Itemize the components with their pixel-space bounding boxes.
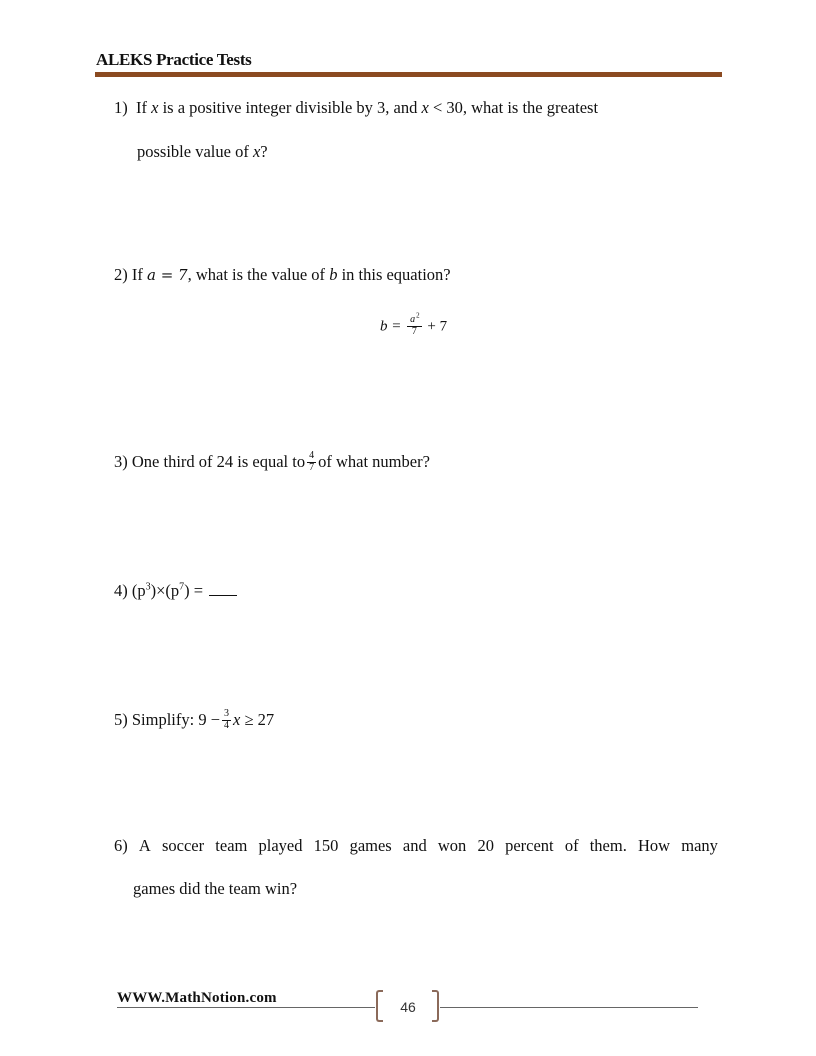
page-number-bracket-right: [432, 990, 439, 1022]
question-5-text: Simplify: 9 −: [131, 709, 221, 729]
question-4-text: )×(p: [150, 581, 180, 600]
question-2-text: If: [131, 265, 143, 284]
fraction-denominator: 7: [309, 461, 315, 473]
question-6-word: soccer: [161, 836, 205, 855]
question-1-line-1: [114, 100, 598, 117]
question-6-word: 20: [477, 836, 494, 855]
question-2-equation: [380, 311, 448, 338]
equation-lhs: b =: [380, 318, 402, 335]
question-4-number: 4): [114, 581, 128, 600]
question-6-word: games: [349, 836, 392, 855]
question-1-line-2: [137, 144, 268, 161]
header-divider: [95, 72, 722, 77]
question-6-word: of: [564, 836, 579, 855]
question-1-text: possible value of: [137, 142, 249, 161]
question-1-text: is a positive integer divisible by 3, and: [162, 98, 418, 117]
question-5-prompt: [114, 710, 274, 732]
question-2-text: , what is the value of: [187, 265, 326, 284]
question-5-number: 5): [114, 709, 128, 729]
fraction-numerator: 4: [309, 450, 315, 461]
math-variable: x: [421, 98, 429, 117]
question-6-line-2: games did the team win?: [133, 879, 298, 898]
question-6-word: played: [258, 836, 303, 855]
question-6-justified-line: [114, 838, 718, 855]
exponent: 3: [145, 581, 151, 593]
question-2-number: 2): [114, 265, 128, 284]
exponent: 2: [416, 311, 420, 320]
question-1-text: ?: [260, 142, 268, 161]
question-3-fraction: [308, 451, 315, 473]
page-number: 46: [400, 999, 416, 1015]
fraction-numerator: 3: [224, 708, 230, 719]
equation-fraction: [408, 311, 421, 337]
question-6-word: 150: [313, 836, 339, 855]
question-3-prompt: [114, 452, 430, 474]
question-4-text: (p: [131, 581, 146, 600]
equation-rhs: + 7: [427, 318, 448, 335]
question-1-text: < 30, what is the greatest: [432, 98, 599, 117]
question-6-word: team: [215, 836, 248, 855]
footer-divider-right: [440, 1007, 698, 1008]
question-1-text: If: [136, 98, 147, 117]
question-5-fraction: [223, 709, 230, 731]
question-6-word: percent: [505, 836, 554, 855]
question-6-word: them.: [589, 836, 627, 855]
question-6-word: How: [638, 836, 671, 855]
math-variable: x: [233, 709, 241, 729]
question-6-word: A: [138, 836, 151, 855]
question-6-word: won: [437, 836, 467, 855]
math-variable: x: [151, 98, 159, 117]
math-expression: a = 7: [147, 266, 188, 284]
question-3-number: 3): [114, 451, 128, 471]
question-2-prompt: [114, 267, 451, 284]
question-2-text: in this equation?: [341, 265, 451, 284]
question-3-text: One third of 24 is equal to: [131, 451, 306, 471]
question-4-prompt: [114, 583, 237, 600]
question-5-text: ≥ 27: [244, 709, 275, 729]
page-header-title: ALEKS Practice Tests: [96, 50, 252, 69]
question-6-word: many: [681, 836, 718, 855]
page-number-bracket-left: [376, 990, 383, 1022]
question-4-text: ) =: [184, 581, 204, 600]
fraction-denominator: 4: [224, 719, 230, 731]
fraction-numerator: a: [410, 314, 416, 325]
question-1-number: 1): [114, 98, 128, 117]
question-6-line-1: [114, 838, 718, 855]
fraction-denominator: 7: [411, 325, 417, 337]
math-variable: b: [329, 265, 338, 284]
question-6-number: 6): [114, 836, 128, 855]
math-variable: x: [252, 142, 261, 161]
answer-blank: [209, 593, 237, 596]
exponent: 7: [179, 581, 185, 593]
question-3-text: of what number?: [318, 451, 430, 471]
question-6-word: and: [402, 836, 427, 855]
footer-divider-left: [117, 1007, 375, 1008]
footer-website: WWW.MathNotion.com: [117, 990, 277, 1006]
